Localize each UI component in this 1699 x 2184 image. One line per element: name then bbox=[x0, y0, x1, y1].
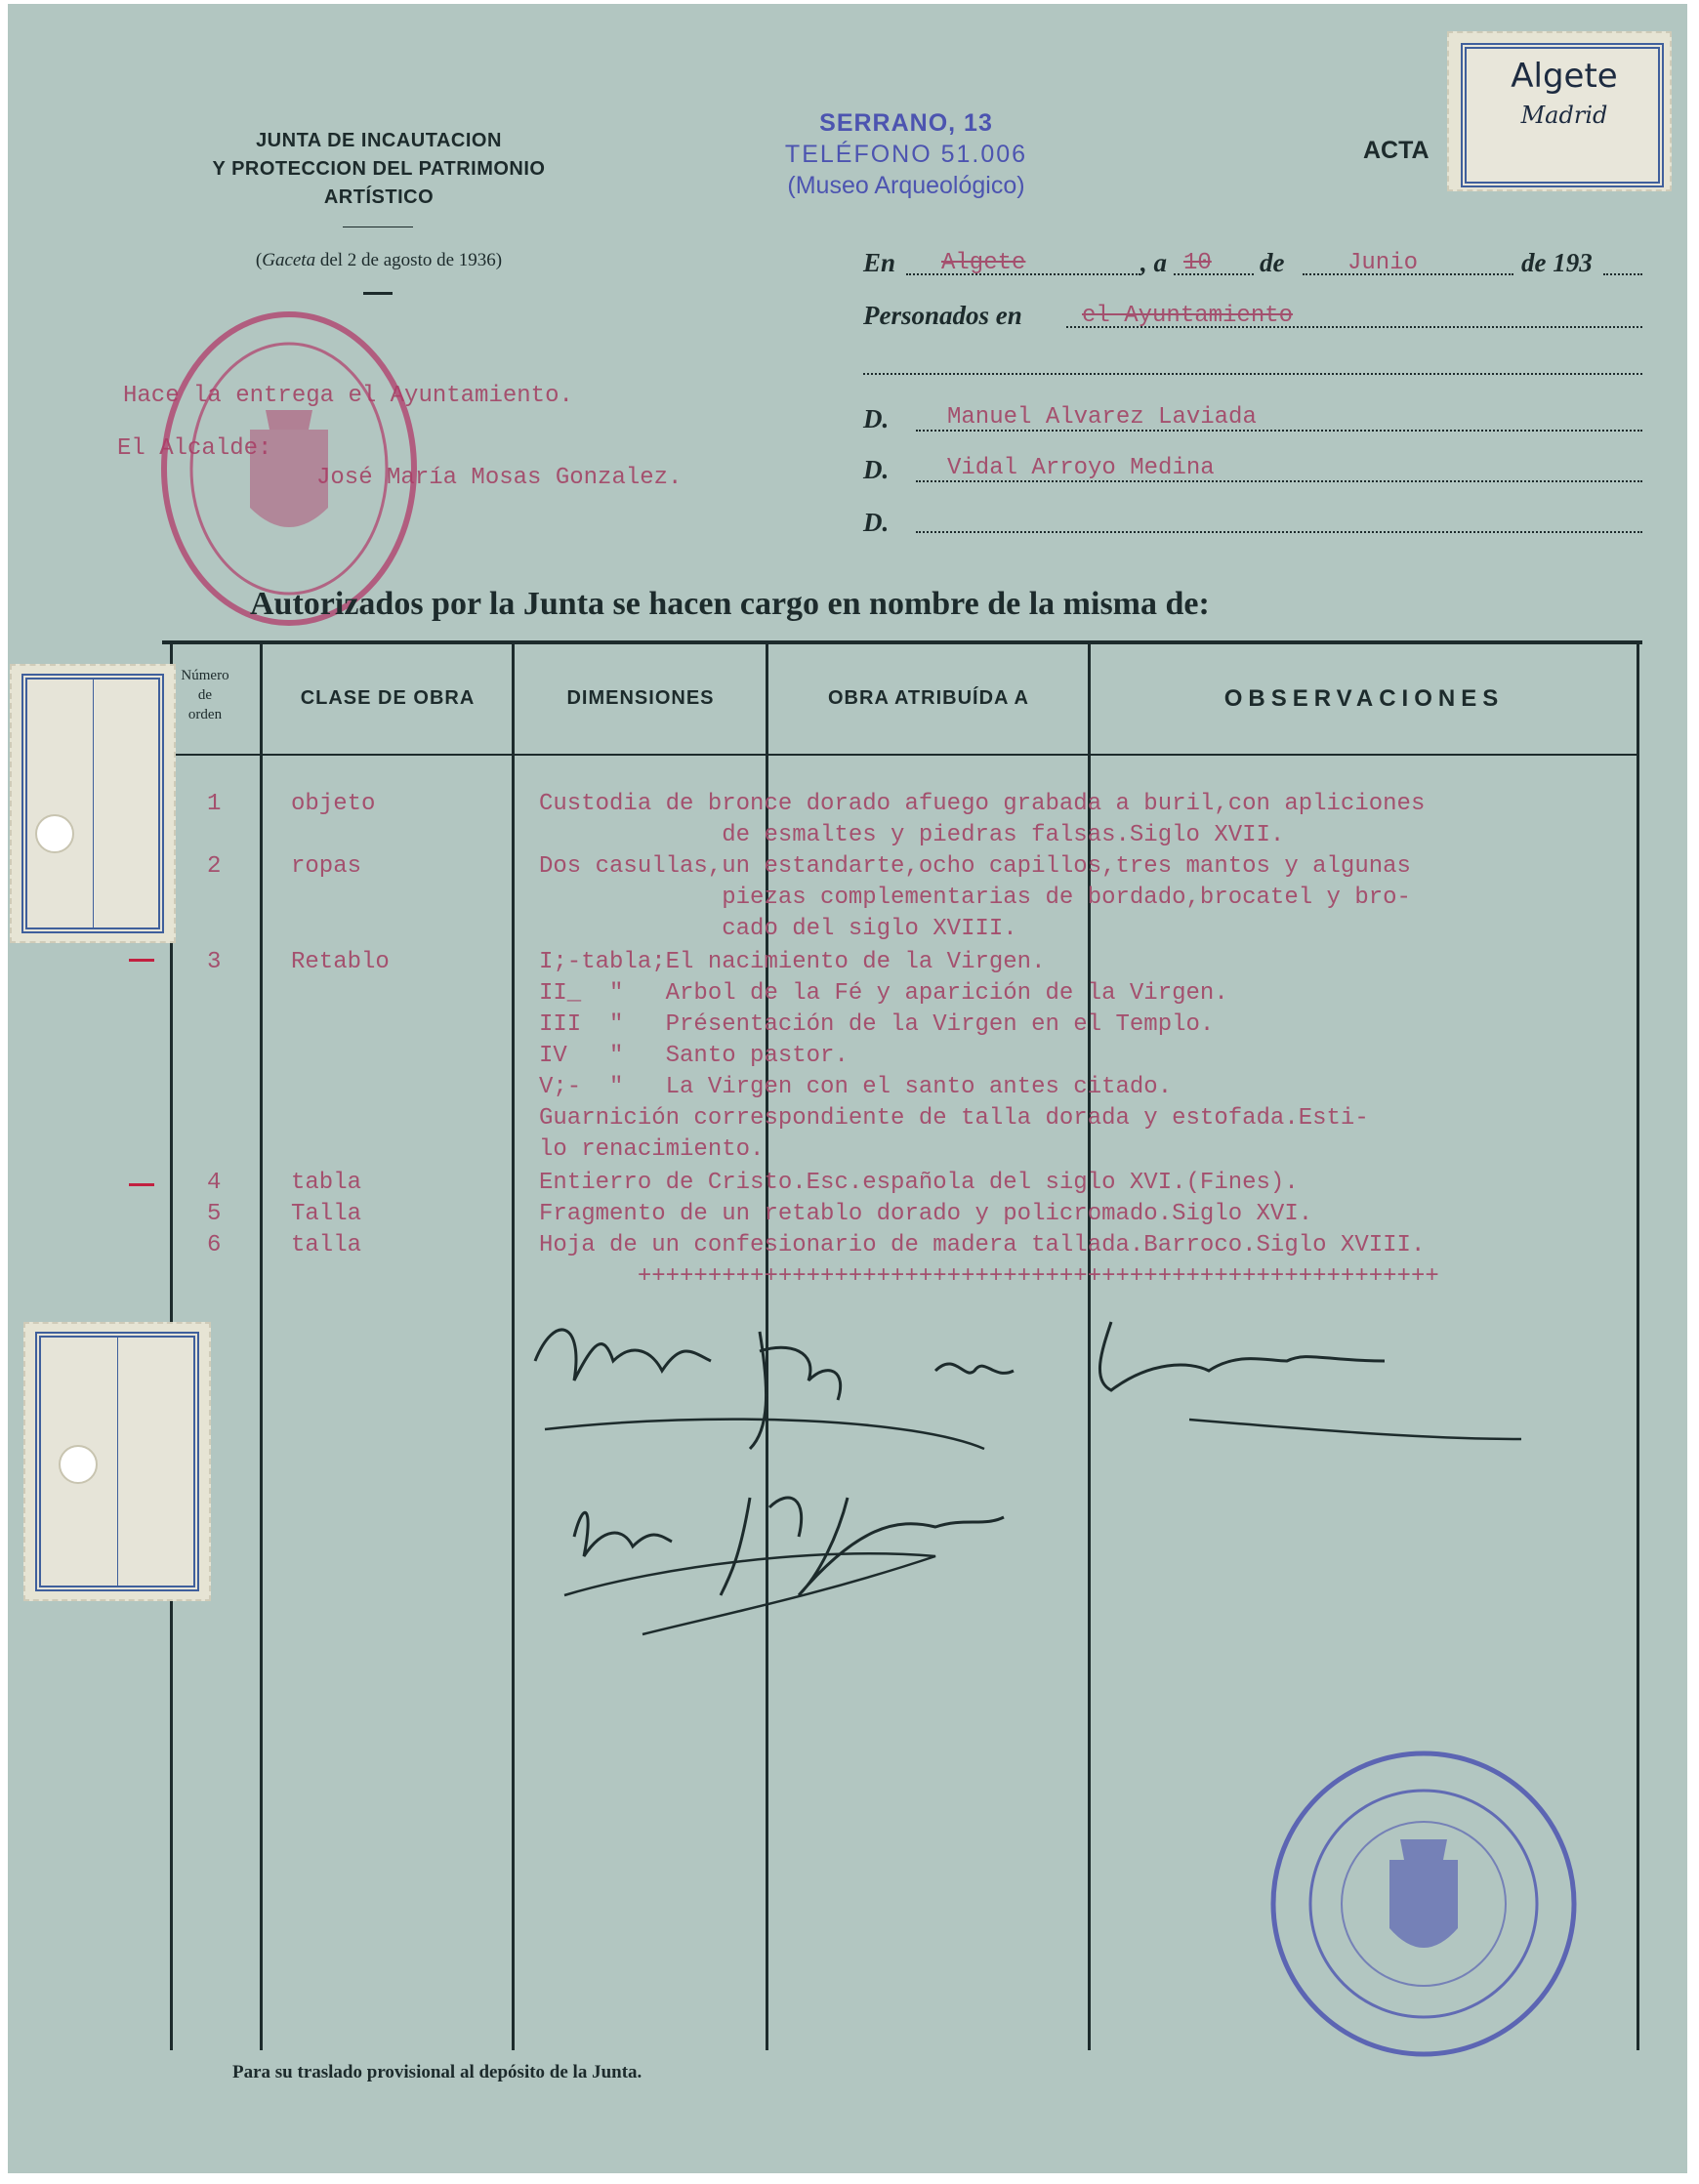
personados-value: el Ayuntamiento bbox=[1082, 303, 1294, 329]
place-value: Algete bbox=[941, 250, 1026, 276]
table-row: piezas complementarias de bordado,brocatel y bro- bbox=[539, 885, 1411, 911]
table-row: cado del siglo XVIII. bbox=[539, 916, 1017, 942]
gaceta-word: Gaceta bbox=[262, 250, 316, 270]
person-line-3 bbox=[916, 531, 1642, 533]
d-label-3: D. bbox=[863, 508, 890, 537]
table-row: 2 ropas Dos casullas,un estandarte,ocho capillos,tres mantos y algunas bbox=[207, 853, 1411, 880]
year-line bbox=[1603, 273, 1642, 275]
margin-tick bbox=[129, 959, 154, 962]
document-sheet bbox=[8, 4, 1687, 2173]
col-header-observaciones: OBSERVACIONES bbox=[1223, 685, 1505, 712]
intro-text: Autorizados por la Junta se hacen cargo en nombre de la misma de: bbox=[250, 586, 1210, 622]
stamp-province: Madrid bbox=[1520, 102, 1608, 129]
org-line-3: ARTÍSTICO bbox=[323, 186, 435, 208]
de-label: de bbox=[1260, 248, 1285, 277]
margin-tick bbox=[129, 1183, 154, 1186]
table-row: lo renacimiento. bbox=[539, 1136, 765, 1163]
table-row: Guarnición correspondiente de talla dorada y estofada.Esti- bbox=[539, 1105, 1369, 1132]
gaceta-reference: (Gaceta del 2 de agosto de 1936) bbox=[255, 250, 503, 270]
table-row: 1 objeto Custodia de bronce dorado afuego grabada a buril,con apliciones bbox=[207, 791, 1426, 817]
col-header-atribuida: OBRA ATRIBUÍDA A bbox=[828, 687, 1029, 709]
year-label: de 193 bbox=[1521, 248, 1593, 277]
entrega-line-2: El Alcalde: bbox=[117, 435, 272, 462]
d-label-1: D. bbox=[863, 404, 890, 433]
org-line-2: Y PROTECCION DEL PATRIMONIO bbox=[212, 158, 546, 180]
table-row: 5 Talla Fragmento de un retablo dorado y policromado.Siglo XVI. bbox=[207, 1201, 1313, 1227]
fiscal-stamp-frame bbox=[1461, 43, 1664, 187]
address-stamp bbox=[730, 107, 1082, 201]
address-line-3: (Museo Arqueológico) bbox=[787, 172, 1025, 199]
personados-label: Personados en bbox=[863, 301, 1022, 330]
table-row: +++++++++++++++++++++++++++++++++++++++++++++++++++++++++ bbox=[539, 1263, 1439, 1290]
municipal-seal-icon bbox=[152, 303, 426, 635]
table-row: de esmaltes y piedras falsas.Siglo XVII. bbox=[539, 822, 1285, 848]
person-1: Manuel Alvarez Laviada bbox=[947, 404, 1257, 431]
en-label: En bbox=[863, 248, 896, 277]
col-header-dimensiones: DIMENSIONES bbox=[566, 687, 715, 709]
table-row: 4 tabla Entierro de Cristo.Esc.española del siglo XVI.(Fines). bbox=[207, 1170, 1299, 1196]
header-ornament bbox=[363, 292, 393, 303]
punch-hole bbox=[59, 1445, 98, 1484]
col-header-numero: Número de orden bbox=[181, 668, 229, 722]
stamp-place: Algete bbox=[1511, 57, 1618, 96]
day-value: 10 bbox=[1183, 250, 1212, 276]
org-line-1: JUNTA DE INCAUTACION bbox=[256, 130, 502, 151]
table-row: 3 Retablo I;-tabla;El nacimiento de la Virgen. bbox=[207, 949, 1046, 975]
a-label: , a bbox=[1140, 248, 1167, 277]
fiscal-stamp bbox=[1447, 31, 1672, 191]
fiscal-stub-2 bbox=[23, 1322, 211, 1601]
fiscal-stub-1 bbox=[10, 664, 176, 943]
header-separator bbox=[172, 754, 1637, 756]
junta-seal-icon bbox=[1258, 1738, 1590, 2070]
organization-name bbox=[145, 127, 613, 212]
table-row: 6 talla Hoja de un confesionario de madera tallada.Barroco.Siglo XVIII. bbox=[207, 1232, 1426, 1258]
entrega-line-3: José María Mosas Gonzalez. bbox=[316, 465, 683, 491]
footer-note: Para su traslado provisional al depósito de la Junta. bbox=[232, 2062, 642, 2082]
table-row: IV " Santo pastor. bbox=[539, 1043, 849, 1069]
table-row: III " Présentación de la Virgen en el Templo. bbox=[539, 1011, 1215, 1038]
signatures-icon bbox=[525, 1302, 1541, 1654]
table-row: II_ " Arbol de la Fé y aparición de la Virgen. bbox=[539, 980, 1228, 1007]
address-line-2: TELÉFONO 51.006 bbox=[784, 141, 1028, 168]
punch-hole bbox=[35, 814, 74, 853]
col-header-clase: CLASE DE OBRA bbox=[300, 687, 476, 709]
entrega-line-1: Hace la entrega el Ayuntamiento. bbox=[123, 383, 573, 409]
personados-line-2 bbox=[863, 373, 1642, 375]
acta-label: ACTA bbox=[1363, 137, 1430, 164]
month-value: Junio bbox=[1347, 250, 1419, 276]
table-row: V;- " La Virgen con el santo antes citado. bbox=[539, 1074, 1173, 1100]
person-2: Vidal Arroyo Medina bbox=[947, 455, 1215, 481]
d-label-2: D. bbox=[863, 455, 890, 484]
address-line-1: SERRANO, 13 bbox=[819, 109, 993, 137]
